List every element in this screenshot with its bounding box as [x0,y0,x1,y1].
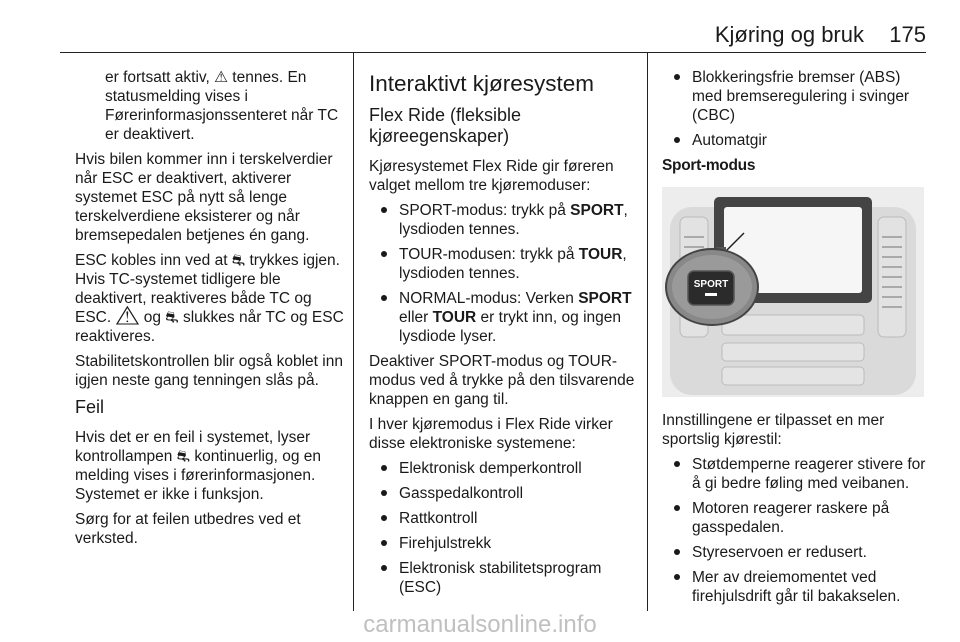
column-1 [75,68,347,554]
list-item: Blokkeringsfrie bremser (ABS) med bremseregulering i svinger (CBC) [662,68,926,125]
list-item: Styreservoen er redusert. [662,543,926,562]
page-header [60,22,926,48]
paragraph-stability: Stabilitetskontrollen blir også koblet inn igjen neste gang tenningen slås på. [75,353,343,389]
column-2 [369,66,639,603]
paragraph-esc-reengage: ESC kobles inn ved at ⛐ trykkes igjen. Hvis TC-systemet tidligere ble deaktivert, reaktiveres både TC og ESC. ⚠ og ⛐ slukkes når TC og ESC reaktiveres. [75,252,344,345]
sport-button-text: SPORT [693,279,729,290]
list-item: Mer av dreiemomentet ved firehjulsdrift går til bakakselen. [662,568,926,606]
dashboard-illustration [662,187,924,397]
column-3 [662,68,926,612]
section-subtitle: Flex Ride (fleksible kjøreegenskaper) [369,105,522,146]
paragraph-threshold: Hvis bilen kommer inn i terskelverdier når ESC er deaktivert, aktiverer systemet ESC på nytt så lenge terskelverdiene eksisterer og når bremsepedalen betjenes én gang. [75,151,333,244]
paragraph-flexride: Kjøresystemet Flex Ride gir føreren valget mellom tre kjøremoduser: [369,158,614,194]
list-item: Rattkontroll [369,509,639,528]
list-item: Firehjulstrekk [369,534,639,553]
bullet-sport-mode: SPORT-modus: trykk på SPORT, lysdioden tennes. [369,201,639,239]
header-title: Kjøring og bruk [714,22,864,47]
paragraph-workshop: Sørg for at feilen utbedres ved et verksted. [75,511,301,547]
list-item: Elektronisk stabilitetsprogram (ESC) [369,559,639,597]
list-item: Automatgir [662,131,926,150]
paragraph-fault: Hvis det er en feil i systemet, lyser kontrollampen ⛐ kontinuerlig, og en melding vises i førerinformasjonen. Systemet er ikke i funksjon. [75,429,322,503]
list-item: Gasspedalkontroll [369,484,639,503]
column-divider-2 [647,53,648,611]
paragraph-sport-intro: Innstillingene er tilpasset en mer sportslig kjørestil: [662,412,885,448]
section-title: Interaktivt kjøresystem [369,71,595,96]
page-number: 175 [889,22,926,47]
paragraph-systems-intro: I hver kjøremodus i Flex Ride virker disse elektroniske systemene: [369,416,613,452]
header-rule [60,52,926,53]
list-item: Motoren reagerer raskere på gasspedalen. [662,499,926,537]
column-divider-1 [353,53,354,611]
sport-mode-heading: Sport-modus [662,157,756,174]
watermark: carmanualsonline.info [363,611,597,638]
sport-button-illustration [662,187,924,397]
list-item: Elektronisk demperkontroll [369,459,639,478]
paragraph-intro: er fortsatt aktiv, ⚠ tennes. En statusmelding vises i Førerinformasjonssenteret når TC er deaktivert. [105,69,339,143]
bullet-tour-mode: TOUR-modusen: trykk på TOUR, lysdioden tennes. [369,245,639,283]
heading-feil: Feil [75,397,105,417]
list-item: Støtdemperne reagerer stivere for å gi bedre føling med veibanen. [662,455,926,493]
bullet-normal-mode: NORMAL-modus: Verken SPORT eller TOUR er trykt inn, og ingen lysdiode lyser. [369,289,639,346]
paragraph-deactivate: Deaktiver SPORT-modus og TOUR-modus ved å trykke på den tilsvarende knappen en gang til. [369,353,635,408]
